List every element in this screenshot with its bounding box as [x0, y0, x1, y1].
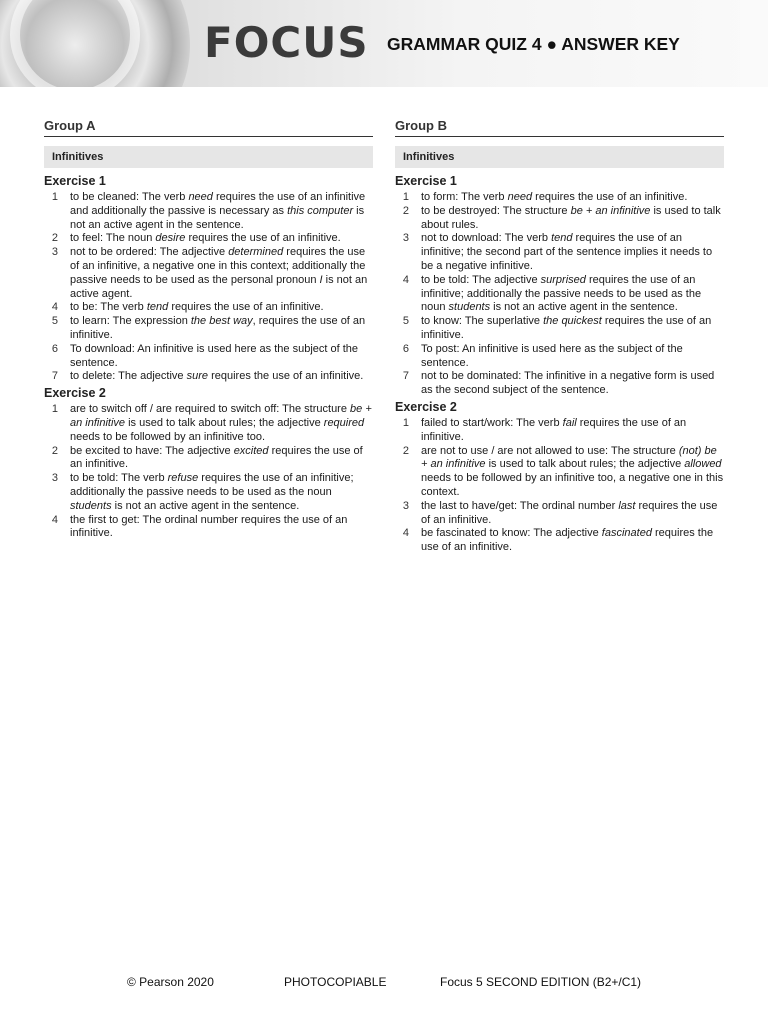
answer-text: are not to use / are not allowed to use: The structure (not) be + an infinitive is used to talk about rules; the adjective allowed needs to be followed by an infinitive too, a negative one in this context. — [421, 444, 724, 498]
group-title: Group A — [44, 118, 373, 137]
answer-number: 6 — [51, 342, 58, 355]
answer-number: 1 — [51, 403, 58, 416]
page-footer — [0, 975, 768, 989]
quiz-title: GRAMMAR QUIZ 4 ● ANSWER KEY — [387, 34, 680, 54]
answer-number: 4 — [402, 273, 409, 286]
answer-list — [395, 417, 724, 555]
answer-item — [395, 445, 724, 500]
answer-text: to be told: The verb refuse requires the use of an infinitive; additionally the passive needs to be used as the noun students is not an active agent in the sentence. — [70, 472, 354, 512]
answer-text: to feel: The noun desire requires the use of an infinitive. — [70, 232, 341, 245]
answer-number: 4 — [51, 301, 58, 314]
answer-text: to be destroyed: The structure be + an infinitive is used to talk about rules. — [421, 204, 721, 231]
page-header — [0, 0, 768, 87]
answer-number: 4 — [402, 527, 409, 540]
answer-item — [395, 417, 724, 445]
section-band: Infinitives — [395, 146, 724, 168]
answer-text: not to download: The verb tend requires the use of an infinitive; the second part of the sentence implies it needs to be a negative infinitive. — [421, 232, 713, 272]
answer-number: 1 — [402, 191, 409, 203]
exercise-title: Exercise 2 — [395, 399, 457, 414]
answer-item — [395, 232, 724, 273]
answer-item — [44, 246, 373, 301]
answer-item — [44, 315, 373, 343]
answer-item — [395, 315, 724, 343]
answer-item — [44, 191, 373, 232]
answer-number: 2 — [402, 204, 409, 217]
answer-text: not to be dominated: The infinitive in a negative form is used as the second subject of the sentence. — [421, 370, 715, 397]
edition-text: Focus 5 SECOND EDITION (B2+/C1) — [440, 975, 642, 989]
answer-item — [395, 274, 724, 315]
answer-text: to delete: The adjective sure requires the use of an infinitive. — [70, 370, 364, 383]
answer-text: to be cleaned: The verb need requires the use of an infinitive and additionally the passive is necessary as this computer is not an active agent in the sentence. — [70, 191, 366, 231]
answer-number: 2 — [51, 232, 58, 245]
answer-number: 2 — [51, 444, 58, 457]
answer-item — [44, 403, 373, 444]
answer-text: the last to have/get: The ordinal number last requires the use of an infinitive. — [421, 499, 718, 526]
answer-number: 3 — [402, 232, 409, 245]
answer-item — [395, 500, 724, 528]
answer-number: 1 — [51, 191, 58, 203]
answer-number: 7 — [51, 370, 58, 383]
answer-item — [44, 343, 373, 371]
answer-item — [44, 514, 373, 542]
answer-number: 5 — [51, 315, 58, 328]
answer-item — [44, 472, 373, 513]
answer-text: to learn: The expression the best way, requires the use of an infinitive. — [70, 315, 366, 341]
photocopiable-text: PHOTOCOPIABLE — [284, 975, 387, 989]
answer-item — [395, 527, 724, 555]
answer-text: be excited to have: The adjective excited requires the use of an infinitive. — [70, 444, 363, 471]
exercise-title: Exercise 1 — [395, 174, 457, 188]
answer-text: to be told: The adjective surprised requires the use of an infinitive; additionally the passive needs to be used as the noun students is not an active agent in the sentence. — [421, 273, 702, 314]
answer-text: to know: The superlative the quickest requires the use of an infinitive. — [421, 315, 712, 341]
exercise-list — [395, 174, 724, 555]
answer-item — [44, 232, 373, 246]
answer-item — [395, 191, 724, 205]
answer-list — [44, 403, 373, 541]
answer-list — [395, 191, 724, 398]
exercise-title: Exercise 1 — [44, 174, 106, 188]
answer-number: 4 — [51, 513, 58, 526]
answer-number: 3 — [402, 499, 409, 512]
focus-logo: FOCUS — [204, 18, 369, 67]
answer-number: 7 — [402, 370, 409, 383]
answer-number: 3 — [51, 472, 58, 485]
answer-number: 1 — [402, 416, 409, 429]
answer-number: 3 — [51, 246, 58, 259]
answer-item — [44, 301, 373, 315]
answer-list — [44, 191, 373, 384]
answer-item — [395, 370, 724, 398]
exercise-title: Exercise 2 — [44, 386, 106, 401]
copyright-text: © Pearson 2020 — [127, 975, 214, 989]
answer-number: 5 — [402, 315, 409, 328]
swirl-graphic-inner — [10, 0, 140, 87]
group-a-column — [44, 118, 373, 543]
answer-text: To download: An infinitive is used here as the subject of the sentence. — [70, 342, 359, 369]
answer-item — [44, 445, 373, 473]
exercise-list — [44, 174, 373, 541]
answer-number: 2 — [402, 444, 409, 457]
answer-item — [44, 370, 373, 384]
group-title: Group B — [395, 118, 724, 137]
section-band: Infinitives — [44, 146, 373, 168]
answer-item — [395, 343, 724, 371]
answer-text: the first to get: The ordinal number requires the use of an infinitive. — [70, 513, 348, 540]
answer-text: failed to start/work: The verb fail requires the use of an infinitive. — [421, 416, 687, 443]
answer-text: be fascinated to know: The adjective fascinated requires the use of an infinitive. — [421, 527, 714, 554]
answer-text: to be: The verb tend requires the use of an infinitive. — [70, 301, 324, 314]
group-b-column — [395, 118, 724, 557]
answer-text: are to switch off / are required to switch off: The structure be + an infinitive is used to talk about rules; the adjective required needs to be followed by an infinitive too. — [70, 403, 372, 443]
answer-text: to form: The verb need requires the use of an infinitive. — [421, 191, 688, 203]
answer-number: 6 — [402, 342, 409, 355]
answer-item — [395, 205, 724, 233]
answer-text: not to be ordered: The adjective determined requires the use of an infinitive, a negative one in this context; additionally the passive needs to be used as the personal pronoun I is not an active agent. — [70, 246, 368, 300]
answer-text: To post: An infinitive is used here as the subject of the sentence. — [421, 342, 683, 369]
